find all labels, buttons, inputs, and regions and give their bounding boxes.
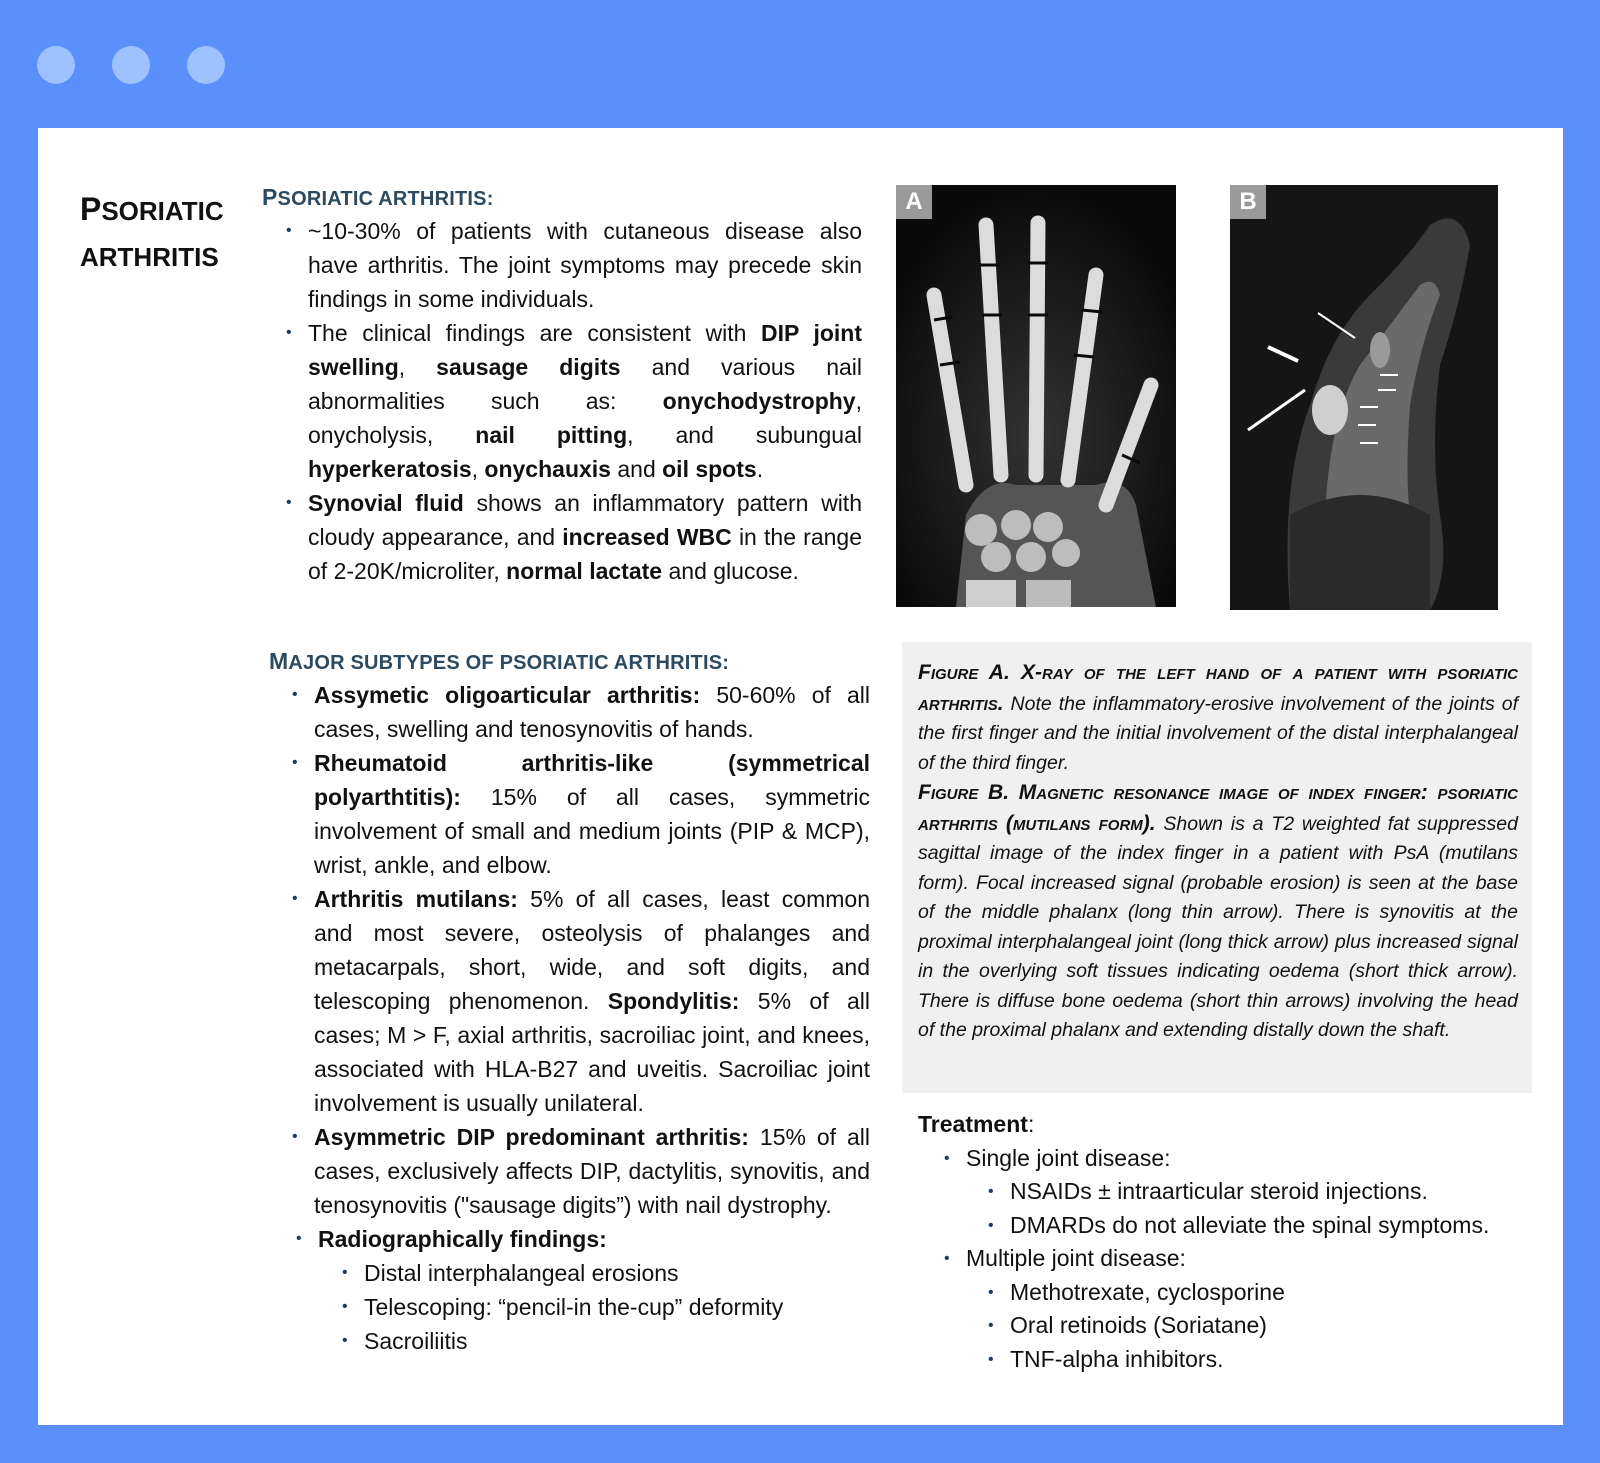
list-item: • Sacroiliitis xyxy=(342,1324,870,1358)
list-item: • Multiple joint disease: • Methotrexate, cyclosporine • Oral retinoids (Soriatane) • TNF-alpha inhibitors. xyxy=(944,1242,1518,1376)
caption-b-text: Shown is a T2 weighted fat suppressed sagittal image of the index finger in a patient with PsA (mutilans form). Focal increased signal (probable erosion) is seen at the base of the middle phalanx (long thin arrow). There is synovitis at the proximal interphalangeal joint (long thick arrow) plus increased signal in the overlying soft tissues indicating oedema (short thick arrow). There is diffuse bone oedema (short thin arrows) involving the head of the proximal phalanx and extending distally down the shaft. xyxy=(918,812,1518,1041)
list-item: • ~10-30% of patients with cutaneous disease also have arthritis. The joint symptoms may precede skin findings in some individuals. xyxy=(286,214,862,316)
list-item: • Assymetic oligoarticular arthritis: 50-60% of all cases, swelling and tenosynovitis of hands. xyxy=(292,678,870,746)
list-item: • Distal interphalangeal erosions xyxy=(342,1256,870,1290)
figure-a-label: A xyxy=(896,185,932,219)
list-item: • Methotrexate, cyclosporine xyxy=(988,1276,1518,1310)
section2-body xyxy=(292,678,870,1358)
figure-b-mri xyxy=(1230,185,1498,610)
list-item: • Asymmetric DIP predominant arthritis: 15% of all cases, exclusively affects DIP, dactylitis, synovitis, and tenosynovitis ("sausage digits”) with nail dystrophy. xyxy=(292,1120,870,1222)
finger-mri-graphic xyxy=(1230,185,1498,610)
hand-xray-graphic xyxy=(896,185,1176,607)
figure-a-xray xyxy=(896,185,1176,607)
list-item: • Single joint disease: • NSAIDs ± intraarticular steroid injections. • DMARDs do not alleviate the spinal symptoms. xyxy=(944,1142,1518,1243)
window-dot-3[interactable] xyxy=(187,46,225,84)
list-item: • NSAIDs ± intraarticular steroid injections. xyxy=(988,1175,1518,1209)
section1-heading: PSORIATIC ARTHRITIS: xyxy=(262,184,494,210)
caption-a-text: Note the inflammatory-erosive involvement of the joints of the first finger and the initial involvement of the distal interphalangeal of the third finger. xyxy=(918,692,1518,774)
window-dot-1[interactable] xyxy=(37,46,75,84)
figure-caption xyxy=(902,642,1532,1093)
caption-a-title: Figure A. X-ray of the left hand of a patient with psoriatic arthritis. xyxy=(918,661,1518,715)
section2-heading: MAJOR SUBTYPES OF PSORIATIC ARTHRITIS: xyxy=(269,648,730,674)
caption-b-title: Figure B. Magnetic resonance image of index finger: psoriatic arthritis (mutilans form). xyxy=(918,781,1518,835)
section1-body xyxy=(286,214,862,588)
list-item: • Telescoping: “pencil-in the-cup” deformity xyxy=(342,1290,870,1324)
figure-b-label: B xyxy=(1230,185,1266,219)
list-item: • Rheumatoid arthritis-like (symmetrical polyarthtitis): 15% of all cases, symmetric involvement of small and medium joints (PIP & MCP), wrist, ankle, and elbow. xyxy=(292,746,870,882)
list-item: • The clinical findings are consistent with DIP joint swelling, sausage digits and various nail abnormalities such as: onychodystrophy, onycholysis, nail pitting, and subungual hyperkeratosis, onychauxis and oil spots. xyxy=(286,316,862,486)
list-item: • Oral retinoids (Soriatane) xyxy=(988,1309,1518,1343)
list-item: • Arthritis mutilans: 5% of all cases, least common and most severe, osteolysis of phalanges and metacarpals, short, wide, and soft digits, and telescoping phenomenon. Spondylitis: 5% of all cases; M > F, axial arthritis, sacroiliac joint, and knees, associated with HLA-B27 and uveitis. Sacroiliac joint involvement is usually unilateral. xyxy=(292,882,870,1120)
list-item: • DMARDs do not alleviate the spinal symptoms. xyxy=(988,1209,1518,1243)
list-item: • Radiographically findings: • Distal interphalangeal erosions • Telescoping: “pencil-in the-cup” deformity • Sacroiliitis xyxy=(296,1222,870,1358)
side-title-line1: SORIATIC xyxy=(101,196,224,226)
treatment-section: Treatment: • Single joint disease: • NSAIDs ± intraarticular steroid injections. • DMARDs do not alleviate the spinal symptoms. • Multiple joint disease: • Methotrexate, cyclosporine • Oral retinoids (Soriatane) • TNF-alpha inhibitors. xyxy=(918,1108,1518,1376)
side-title-cap: P xyxy=(80,191,102,227)
side-title xyxy=(80,186,224,280)
window-dot-2[interactable] xyxy=(112,46,150,84)
document-page xyxy=(38,128,1563,1425)
treatment-heading: Treatment xyxy=(918,1111,1028,1137)
list-item: • TNF-alpha inhibitors. xyxy=(988,1343,1518,1377)
side-title-line2: ARTHRITIS xyxy=(80,242,219,272)
list-item: • Synovial fluid shows an inflammatory pattern with cloudy appearance, and increased WBC in the range of 2-20K/microliter, normal lactate and glucose. xyxy=(286,486,862,588)
